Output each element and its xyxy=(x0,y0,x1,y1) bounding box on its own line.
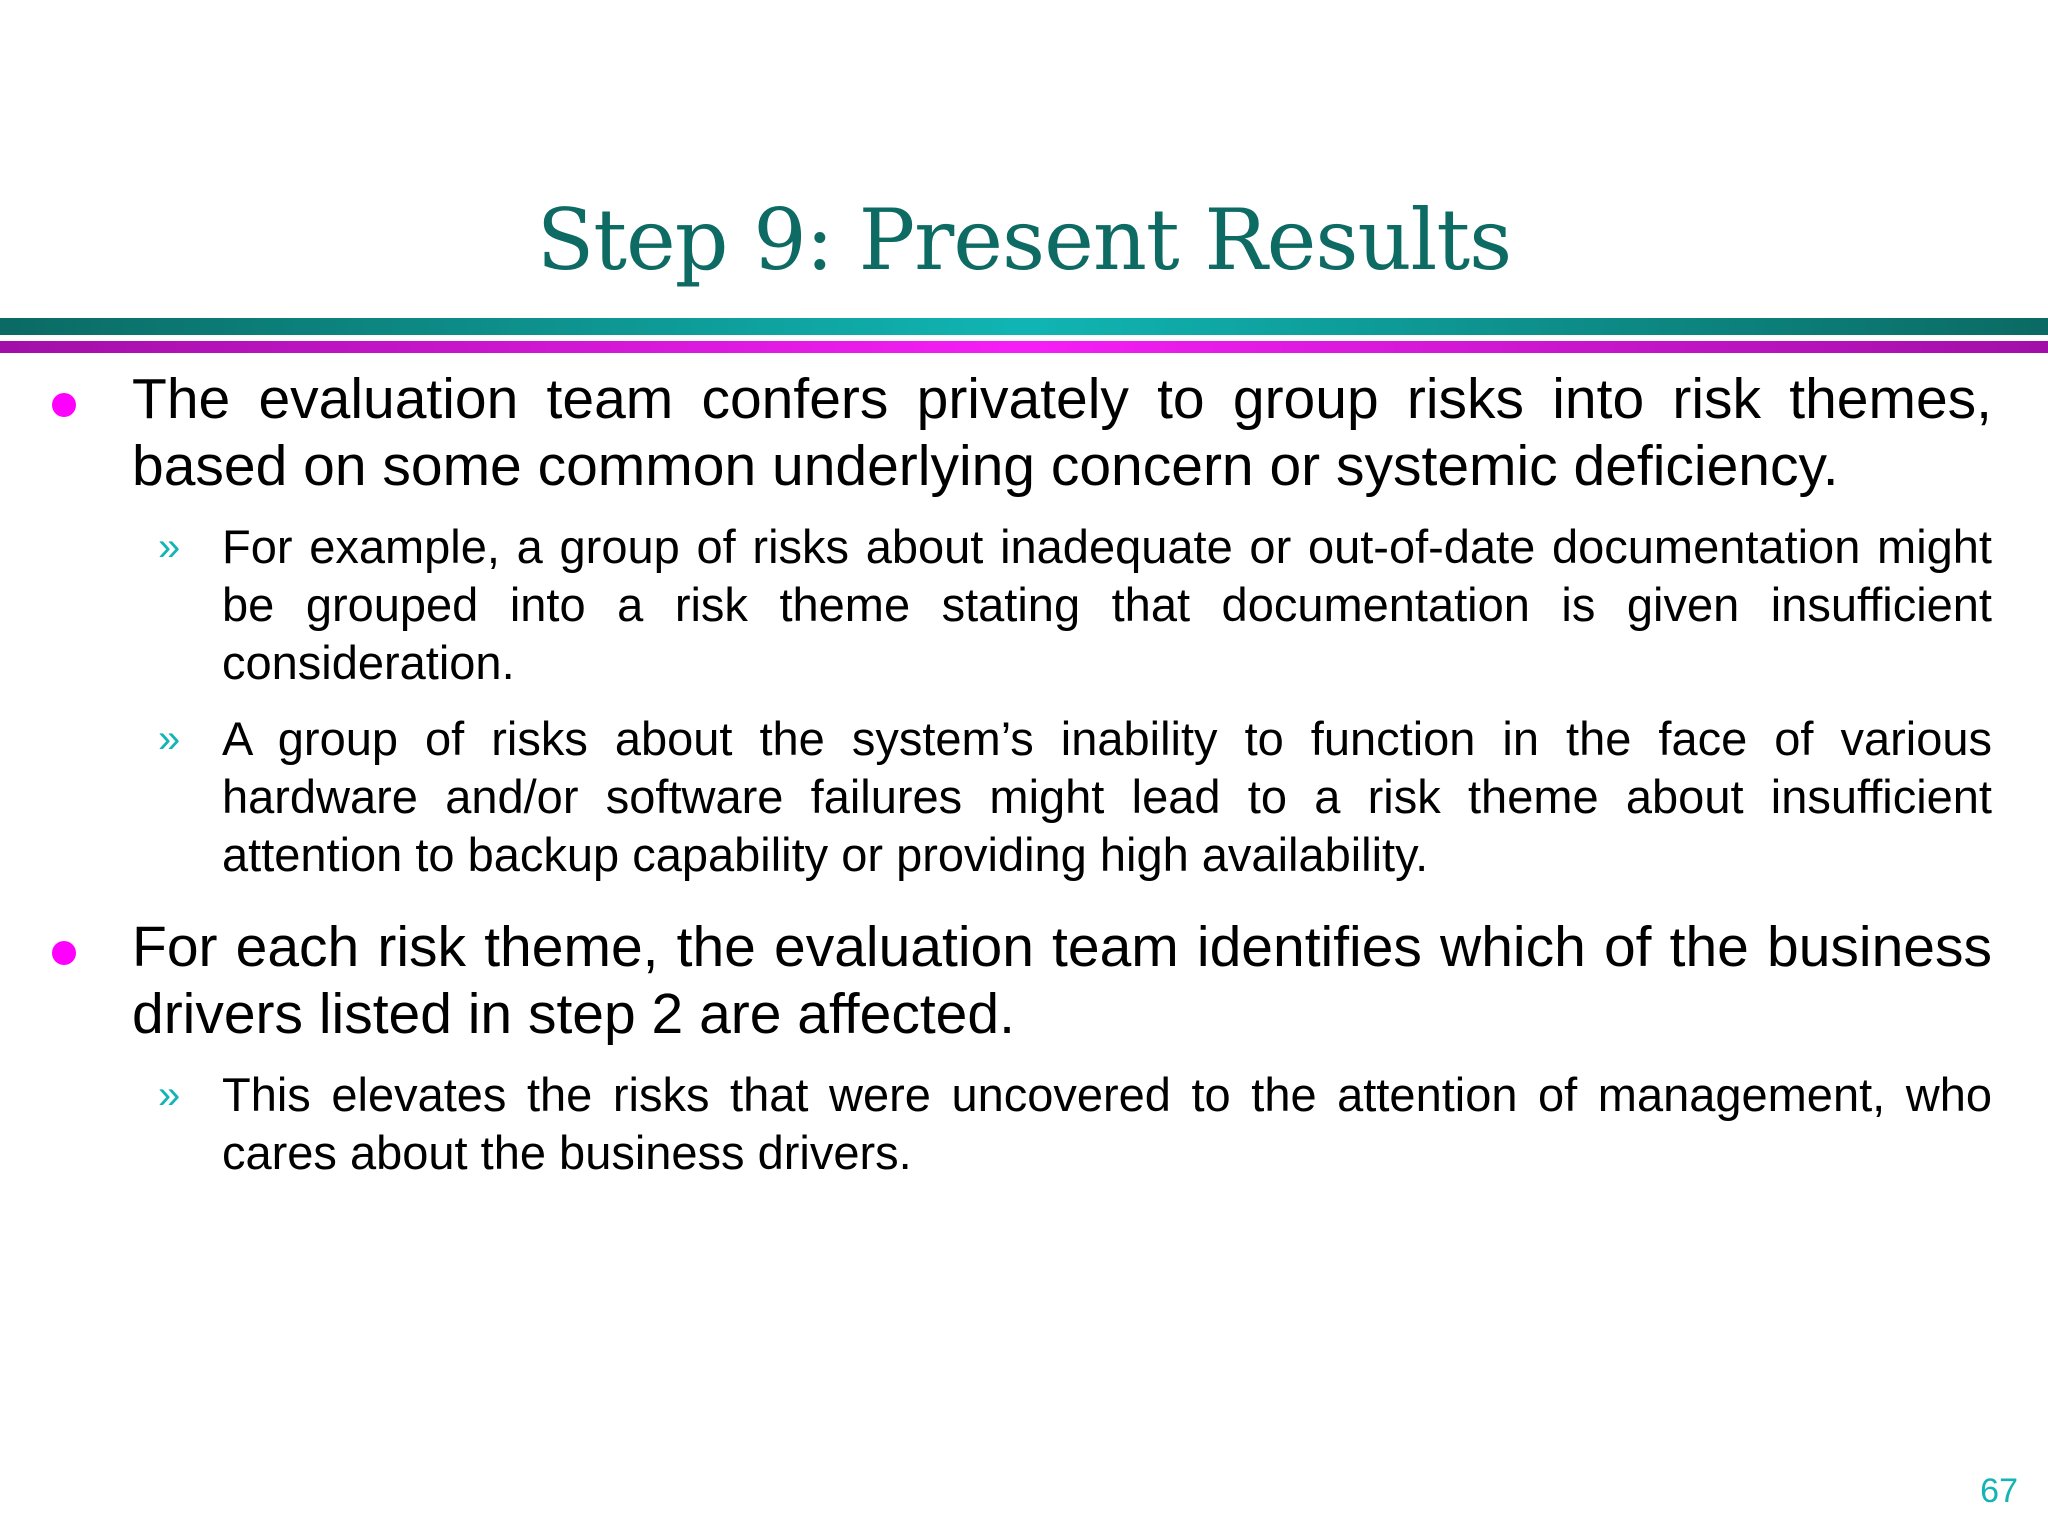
double-chevron-icon: » xyxy=(158,717,181,761)
slide-body xyxy=(0,366,2048,1182)
bullet-dot-icon xyxy=(52,941,76,965)
bullet-point xyxy=(132,366,1992,500)
title-rule-gap xyxy=(0,335,2048,340)
double-chevron-icon: » xyxy=(158,525,181,569)
bullet-text: The evaluation team confers privately to group risks into risk themes, based on some common underlying concern or systemic deficiency. xyxy=(132,367,1992,498)
title-rule-teal xyxy=(0,318,2048,335)
sub-bullet-point xyxy=(158,518,1992,692)
double-chevron-icon: » xyxy=(158,1073,181,1117)
bullet-point xyxy=(132,914,1992,1048)
bullet-dot-icon xyxy=(52,393,76,417)
sub-bullet-point xyxy=(158,710,1992,884)
sub-bullet-text: This elevates the risks that were uncovered to the attention of management, who cares about the business drivers. xyxy=(222,1068,1992,1179)
page-number: 67 xyxy=(1980,1472,2018,1510)
slide-title: Step 9: Present Results xyxy=(536,191,1512,289)
bullet-text: For each risk theme, the evaluation team identifies which of the business drivers listed in step 2 are affected. xyxy=(132,915,1992,1046)
sub-bullet-text: A group of risks about the system’s inability to function in the face of various hardware and/or software failures might lead to a risk theme about insufficient attention to backup capability or providing high availability. xyxy=(222,712,1992,881)
title-rule-magenta xyxy=(0,341,2048,353)
sub-bullet-text: For example, a group of risks about inadequate or out-of-date documentation might be grouped into a risk theme stating that documentation is given insufficient consideration. xyxy=(222,520,1992,689)
sub-bullet-point xyxy=(158,1066,1992,1182)
